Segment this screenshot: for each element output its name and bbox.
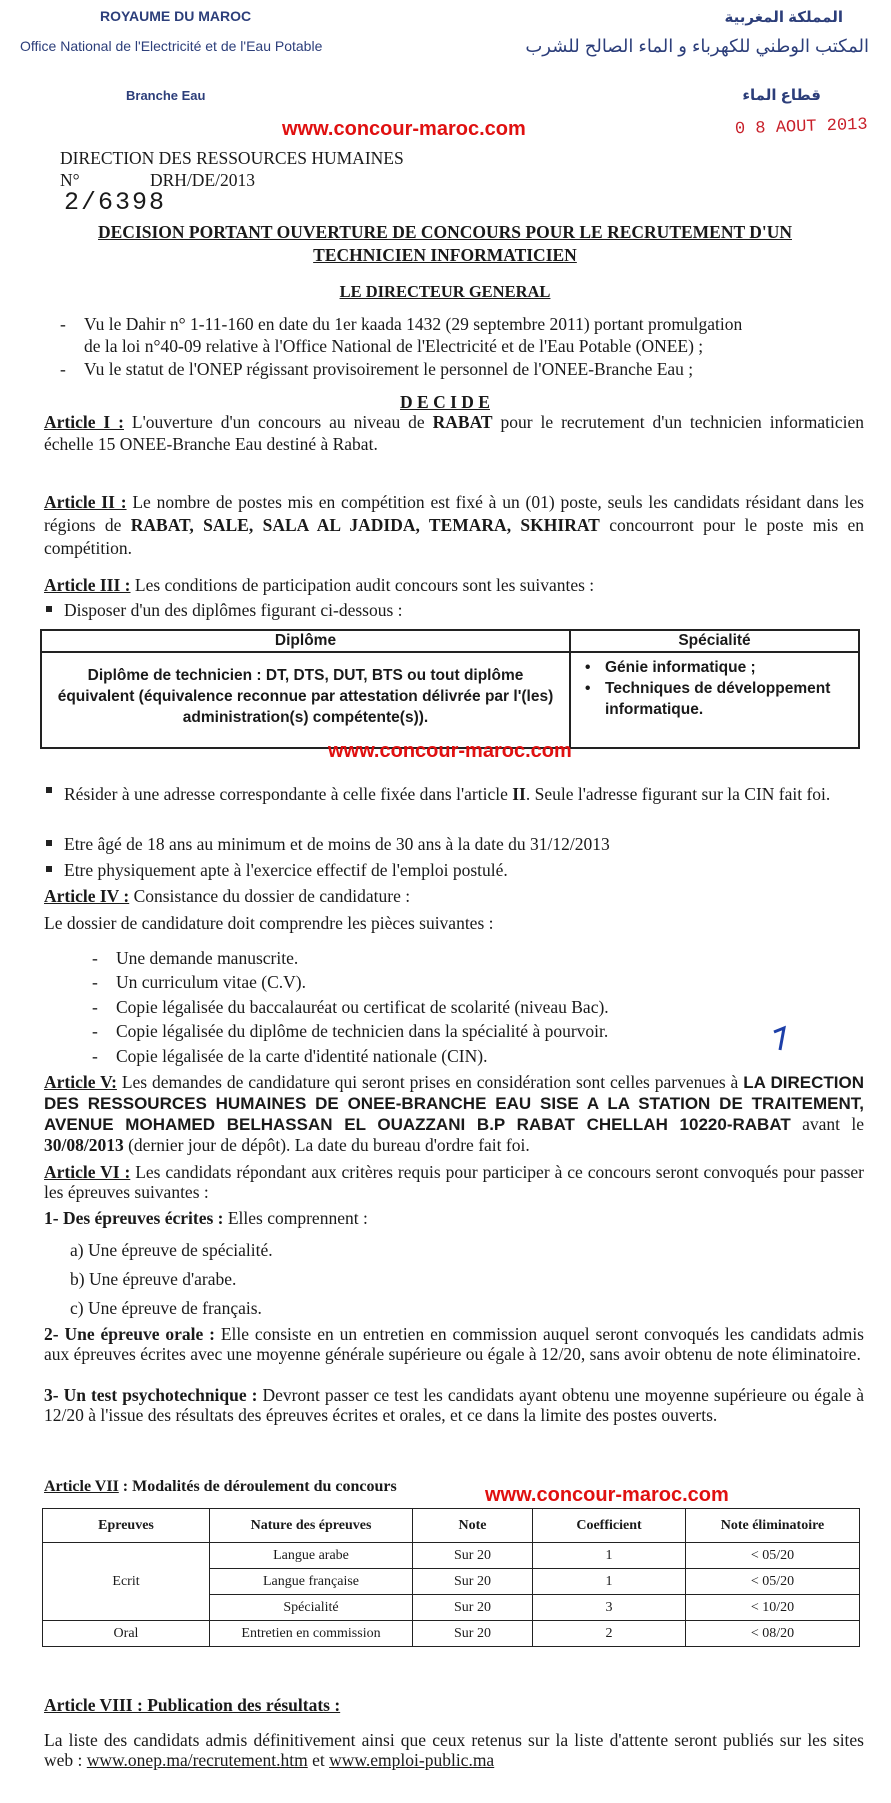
article-7-label: Article VII	[44, 1478, 119, 1495]
test-psychotechnique: 3- Un test psychotechnique : Devront passer ce test les candidats ayant obtenu une moyenne supérieure ou égale à 12/20 à l'issue des résultats des épreuves écrites et orales, et ce dans la limite des postes ouverts.	[44, 1385, 864, 1425]
col-nature: Nature des épreuves	[210, 1509, 413, 1543]
article-1-label: Article I :	[44, 412, 124, 432]
article-3-bullet-diplome: Disposer d'un des diplômes figurant ci-dessous :	[64, 600, 403, 620]
epreuve-oral: Oral	[43, 1621, 210, 1647]
ref-code: DRH/DE/2013	[150, 170, 255, 190]
kingdom-fr: ROYAUME DU MAROC	[100, 8, 252, 24]
decide-heading: D E C I D E	[400, 392, 490, 412]
ecrit-item: b) Une épreuve d'arabe.	[70, 1269, 237, 1289]
col-note: Note	[413, 1509, 533, 1543]
title-line2: TECHNICIEN INFORMATICIEN	[313, 245, 577, 265]
link-onep[interactable]: www.onep.ma/recrutement.htm	[86, 1750, 308, 1770]
dossier-item: - Copie légalisée du baccalauréat ou certificat de scolarité (niveau Bac).	[116, 997, 609, 1018]
considerant-2: - Vu le statut de l'ONEP régissant provisoirement le personnel de l'ONEE-Branche Eau ;	[84, 359, 693, 380]
epreuves-ecrites: 1- Des épreuves écrites : Elles comprennent :	[44, 1208, 368, 1228]
diplome-header: Diplôme	[41, 630, 570, 652]
article-3-intro: Article III : Les conditions de participation audit concours sont les suivantes :	[44, 575, 595, 595]
branch-fr: Branche Eau	[126, 88, 206, 103]
table-row: Oral Entretien en commission Sur 20 2 < 08/20	[43, 1621, 860, 1647]
table-row: Ecrit Langue arabe Sur 20 1 < 05/20	[43, 1543, 860, 1569]
article-6-label: Article VI :	[44, 1162, 131, 1182]
table-row: Spécialité Sur 20 3 < 10/20	[43, 1595, 860, 1621]
specialite-header: Spécialité	[570, 630, 859, 652]
branch-ar: قطاع الماء	[742, 87, 821, 104]
article-4-sub: Le dossier de candidature doit comprendre les pièces suivantes :	[44, 913, 494, 933]
article-4-label: Article IV :	[44, 886, 130, 906]
article-3-bullet-residence: Résider à une adresse correspondante à celle fixée dans l'article II. Seule l'adresse figurant sur la CIN fait foi.	[64, 781, 860, 807]
considerant-1-line2: de la loi n°40-09 relative à l'Office National de l'Electricité et de l'Eau Potable (ONEE) ;	[84, 336, 704, 356]
watermark-bottom: www.concour-maroc.com	[485, 1484, 729, 1506]
office-fr: Office National de l'Electricité et de l'Eau Potable	[20, 38, 323, 54]
article-1: Article I : L'ouverture d'un concours au niveau de RABAT pour le recrutement d'un technicien informaticien échelle 15 ONEE-Branche Eau destiné à Rabat.	[44, 412, 864, 454]
article-5: Article V: Les demandes de candidature qui seront prises en considération sont celles parvenues à LA DIRECTION DES RESSOURCES HUMAINES DE ONEE-BRANCHE EAU SISE A LA STATION DE TRAITEMENT, AVENUE MOHAMED BELHASSAN EL OUAZZANI B.P RABAT CHELLAH 10220-RABAT avant le 30/08/2013 (dernier jour de dépôt). La date du bureau d'ordre fait foi.	[44, 1072, 865, 1155]
epreuve-ecrit: Ecrit	[43, 1543, 210, 1621]
epreuve-orale: 2- Une épreuve orale : Elle consiste en un entretien en commission auquel seront convoqués les candidats admis aux épreuves écrites avec une moyenne générale supérieure ou égale à 12/20, sans avoir obtenu de note éliminatoire.	[44, 1324, 864, 1364]
specialite-item: • Techniques de développement informatique.	[585, 680, 831, 718]
specialite-item: • Génie informatique ;	[585, 659, 756, 676]
link-emploi-public[interactable]: www.emploi-public.ma	[329, 1750, 495, 1770]
article-8-text: La liste des candidats admis définitivement ainsi que ceux retenus sur la liste d'attente seront publiés sur les sites web : www.onep.ma/recrutement.htm et www.emploi-public.ma	[44, 1730, 864, 1770]
article-2-label: Article II :	[44, 492, 127, 512]
article-5-label: Article V:	[44, 1072, 117, 1092]
ref-num-label: N°	[60, 170, 80, 190]
watermark-mid: www.concour-maroc.com	[328, 740, 572, 762]
kingdom-ar: المملكة المغربية	[724, 9, 843, 26]
pen-mark	[770, 1022, 792, 1052]
article-2: Article II : Le nombre de postes mis en compétition est fixé à un (01) poste, seuls les candidats résidant dans les régions de RABAT, SALE, SALA AL JADIDA, TEMARA, SKHIRAT concourront pour le poste mis en compétition.	[44, 492, 864, 558]
direction-label: DIRECTION DES RESSOURCES HUMAINES	[60, 148, 404, 168]
col-coefficient: Coefficient	[533, 1509, 686, 1543]
ecrit-item: a) Une épreuve de spécialité.	[70, 1240, 273, 1260]
dossier-item: - Copie légalisée du diplôme de technicien dans la spécialité à pourvoir.	[116, 1021, 608, 1042]
title-line1: DECISION PORTANT OUVERTURE DE CONCOURS POUR LE RECRUTEMENT D'UN	[98, 222, 792, 242]
diplome-table	[40, 629, 860, 749]
dossier-item: - Un curriculum vitae (C.V).	[116, 972, 306, 993]
dossier-item: - Une demande manuscrite.	[116, 948, 298, 969]
article-3-bullet-age: Etre âgé de 18 ans au minimum et de moins de 30 ans à la date du 31/12/2013	[64, 834, 610, 854]
article-3-label: Article III :	[44, 575, 131, 595]
article-6-intro: Article VI : Les candidats répondant aux critères requis pour participer à ce concours seront convoqués pour passer les épreuves suivantes :	[44, 1162, 864, 1202]
modalites-table	[42, 1508, 860, 1647]
handwritten-number: 2/6398	[64, 188, 167, 217]
col-note-eliminatoire: Note éliminatoire	[686, 1509, 860, 1543]
specialite-cell	[570, 652, 859, 748]
watermark-top: www.concour-maroc.com	[282, 118, 526, 140]
date-stamp: 0 8 AOUT 2013	[734, 115, 868, 140]
dossier-item: - Copie légalisée de la carte d'identité nationale (CIN).	[116, 1046, 487, 1067]
article-7-heading: Article VII : Modalités de déroulement du concours	[44, 1478, 397, 1495]
ecrit-item: c) Une épreuve de français.	[70, 1298, 262, 1318]
article-3-bullet-apte: Etre physiquement apte à l'exercice effectif de l'emploi postulé.	[64, 860, 508, 880]
directeur-general: LE DIRECTEUR GENERAL	[339, 282, 551, 301]
article-8-label: Article VIII : Publication des résultats :	[44, 1695, 341, 1715]
considerant-1-line1: - Vu le Dahir n° 1-11-160 en date du 1er kaada 1432 (29 septembre 2011) portant promulgation	[84, 314, 742, 335]
col-epreuves: Epreuves	[43, 1509, 210, 1543]
diplome-cell: Diplôme de technicien : DT, DTS, DUT, BTS ou tout diplôme équivalent (équivalence reconnue par attestation délivrée par l'(les) administration(s) compétente(s)).	[41, 652, 570, 748]
article-4-intro: Article IV : Consistance du dossier de candidature :	[44, 886, 411, 906]
office-ar: المكتب الوطني للكهرباء و الماء الصالح للشرب	[525, 36, 869, 56]
table-row: Langue française Sur 20 1 < 05/20	[43, 1569, 860, 1595]
